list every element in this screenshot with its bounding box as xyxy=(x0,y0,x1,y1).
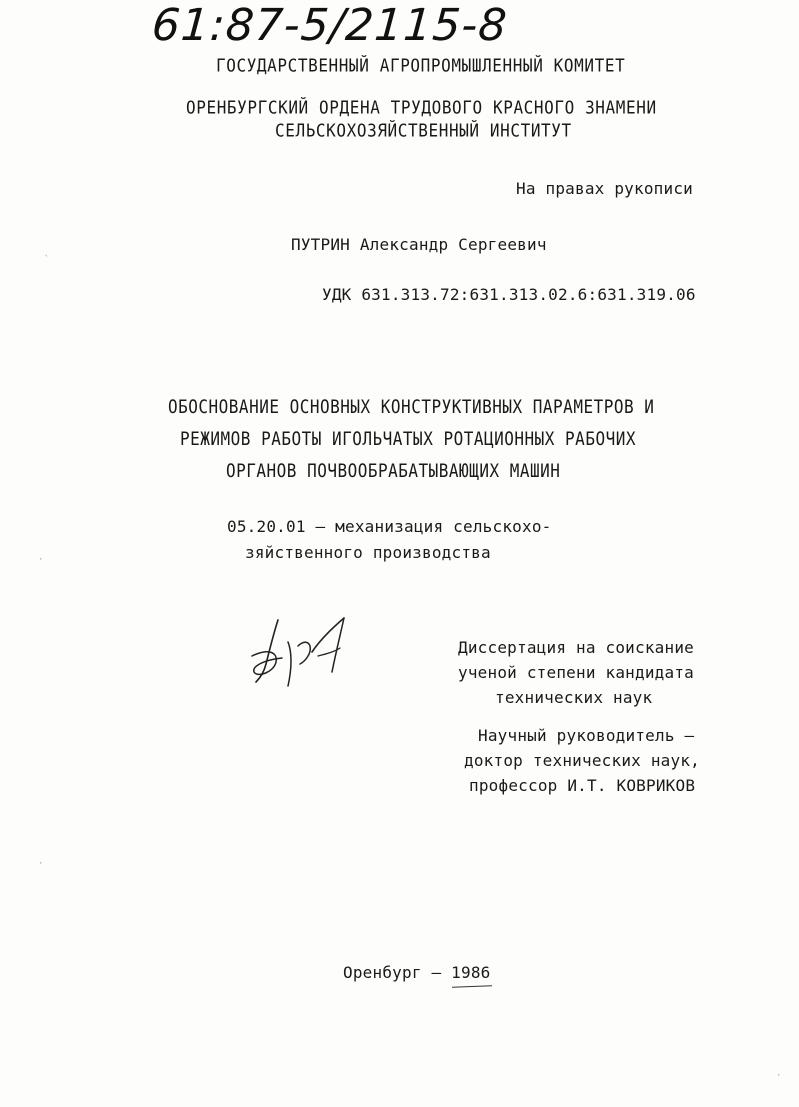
supervisor-line2: доктор технических наук, xyxy=(464,751,700,770)
scan-speck: · xyxy=(776,1071,782,1081)
scan-speck: ` xyxy=(44,255,50,265)
year-underline xyxy=(452,985,492,987)
thesis-title-line3: ОРГАНОВ ПОЧВООБРАБАТЫВАЮЩИХ МАШИН xyxy=(226,459,561,482)
thesis-title-line1: ОБОСНОВАНИЕ ОСНОВНЫХ КОНСТРУКТИВНЫХ ПАРАМЕТРОВ И xyxy=(168,395,655,418)
udc-code: УДК 631.313.72:631.313.02.6:631.319.06 xyxy=(322,285,696,304)
institute-name-line2: СЕЛЬСКОХОЗЯЙСТВЕННЫЙ ИНСТИТУТ xyxy=(275,119,572,142)
dissertation-line2: ученой степени кандидата xyxy=(458,663,694,682)
specialty-line1: 05.20.01 – механизация сельскохо- xyxy=(227,517,552,536)
institute-name-line1: ОРЕНБУРГСКИЙ ОРДЕНА ТРУДОВОГО КРАСНОГО ЗНАМЕНИ xyxy=(186,96,657,119)
rights-note: На правах рукописи xyxy=(516,179,693,198)
author-name: ПУТРИН Александр Сергеевич xyxy=(291,235,547,254)
thesis-title-line2: РЕЖИМОВ РАБОТЫ ИГОЛЬЧАТЫХ РОТАЦИОННЫХ РАБОЧИХ xyxy=(180,427,636,450)
signature-mark xyxy=(248,612,352,692)
supervisor-line1: Научный руководитель – xyxy=(478,726,695,745)
scan-speck: · xyxy=(38,555,44,565)
city-year: Оренбург – 1986 xyxy=(343,963,491,982)
dissertation-line1: Диссертация на соискание xyxy=(458,638,694,657)
specialty-line2: зяйственного производства xyxy=(245,543,491,562)
catalog-number: 61:87-5/2115-8 xyxy=(150,0,510,51)
dissertation-line3: технических наук xyxy=(495,688,653,707)
supervisor-line3: профессор И.Т. КОВРИКОВ xyxy=(469,776,696,795)
scan-speck: · xyxy=(38,859,44,869)
committee-heading: ГОСУДАРСТВЕННЫЙ АГРОПРОМЫШЛЕННЫЙ КОМИТЕТ xyxy=(216,54,626,77)
